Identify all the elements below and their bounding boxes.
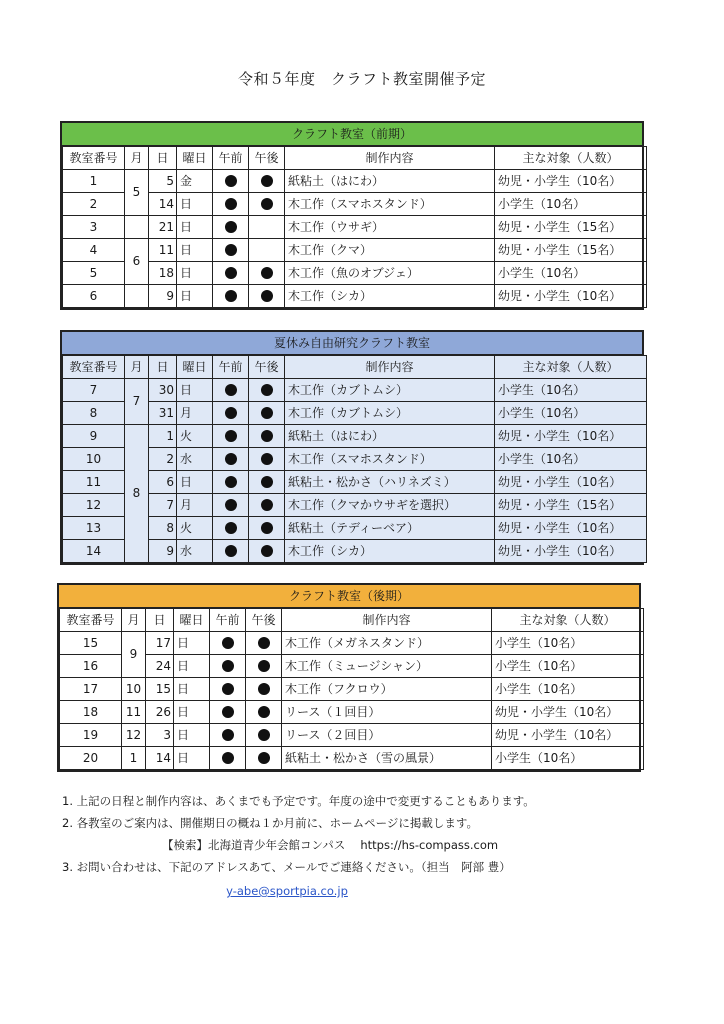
session-dot-icon	[225, 384, 237, 396]
month-cell: 12	[122, 724, 146, 747]
column-header: 教室番号	[63, 147, 125, 170]
content-cell: 木工作（ミュージシャン）	[282, 655, 492, 678]
column-header: 午前	[210, 609, 246, 632]
session-dot-icon	[225, 244, 237, 256]
weekday-cell: 日	[177, 262, 213, 285]
class-number-cell: 11	[63, 471, 125, 494]
column-header: 教室番号	[63, 356, 125, 379]
content-cell: リース（１回目）	[282, 701, 492, 724]
weekday-cell: 日	[177, 379, 213, 402]
day-cell: 1	[149, 425, 177, 448]
content-cell: 木工作（メガネスタンド）	[282, 632, 492, 655]
table-row	[63, 402, 647, 425]
target-cell: 幼児・小学生（10名）	[495, 517, 647, 540]
session-dot-icon	[258, 637, 270, 649]
class-number-cell: 1	[63, 170, 125, 193]
session-dot-icon	[225, 175, 237, 187]
session-dot-icon	[222, 706, 234, 718]
month-cell: 1	[122, 747, 146, 770]
session-dot-icon	[261, 198, 273, 210]
month-cell: 5	[125, 170, 149, 216]
session-dot-icon	[261, 545, 273, 557]
column-header: 主な対象（人数）	[495, 147, 647, 170]
afternoon-cell	[246, 747, 282, 770]
target-cell: 幼児・小学生（10名）	[495, 170, 647, 193]
afternoon-cell	[249, 425, 285, 448]
class-number-cell: 14	[63, 540, 125, 563]
session-dot-icon	[225, 290, 237, 302]
class-number-cell: 10	[63, 448, 125, 471]
weekday-cell: 日	[174, 678, 210, 701]
content-cell: 木工作（カブトムシ）	[285, 402, 495, 425]
table-row	[63, 517, 647, 540]
target-cell: 幼児・小学生（10名）	[492, 724, 644, 747]
day-cell: 26	[146, 701, 174, 724]
class-number-cell: 15	[60, 632, 122, 655]
session-dot-icon	[261, 407, 273, 419]
month-cell: 11	[122, 701, 146, 724]
day-cell: 18	[149, 262, 177, 285]
afternoon-cell	[246, 655, 282, 678]
class-number-cell: 2	[63, 193, 125, 216]
weekday-cell: 火	[177, 517, 213, 540]
column-header: 制作内容	[285, 147, 495, 170]
content-cell: 紙粘土（はにわ）	[285, 425, 495, 448]
schedule-table	[62, 146, 647, 308]
class-number-cell: 9	[63, 425, 125, 448]
column-header: 教室番号	[60, 609, 122, 632]
weekday-cell: 水	[177, 540, 213, 563]
afternoon-cell	[249, 216, 285, 239]
afternoon-cell	[249, 517, 285, 540]
weekday-cell: 日	[174, 632, 210, 655]
morning-cell	[213, 540, 249, 563]
search-note: 【検索】北海道青少年会館コンパス https://hs-compass.com	[162, 838, 499, 852]
content-cell: リース（２回目）	[282, 724, 492, 747]
column-header: 午後	[249, 147, 285, 170]
session-dot-icon	[225, 545, 237, 557]
column-header: 制作内容	[282, 609, 492, 632]
morning-cell	[213, 494, 249, 517]
content-cell: 木工作（スマホスタンド）	[285, 193, 495, 216]
class-number-cell: 7	[63, 379, 125, 402]
day-cell: 15	[146, 678, 174, 701]
class-number-cell: 5	[63, 262, 125, 285]
table-row	[63, 170, 647, 193]
weekday-cell: 金	[177, 170, 213, 193]
afternoon-cell	[249, 471, 285, 494]
morning-cell	[213, 216, 249, 239]
target-cell: 幼児・小学生（15名）	[495, 494, 647, 517]
table-row	[63, 494, 647, 517]
target-cell: 小学生（10名）	[492, 632, 644, 655]
content-cell: 紙粘土（はにわ）	[285, 170, 495, 193]
session-dot-icon	[261, 476, 273, 488]
section-early-term	[60, 121, 644, 310]
morning-cell	[213, 471, 249, 494]
table-row	[63, 216, 647, 239]
day-cell: 11	[149, 239, 177, 262]
target-cell: 幼児・小学生（10名）	[495, 425, 647, 448]
session-dot-icon	[258, 683, 270, 695]
afternoon-cell	[249, 193, 285, 216]
table-row	[60, 747, 644, 770]
weekday-cell: 火	[177, 425, 213, 448]
month-cell	[125, 216, 149, 239]
session-dot-icon	[261, 290, 273, 302]
day-cell: 3	[146, 724, 174, 747]
column-header: 月	[125, 147, 149, 170]
day-cell: 14	[149, 193, 177, 216]
morning-cell	[210, 747, 246, 770]
weekday-cell: 日	[174, 724, 210, 747]
table-row	[60, 655, 644, 678]
column-header: 曜日	[174, 609, 210, 632]
header-row	[60, 609, 644, 632]
table-row	[63, 193, 647, 216]
table-row	[63, 262, 647, 285]
content-cell: 木工作（ウサギ）	[285, 216, 495, 239]
morning-cell	[213, 448, 249, 471]
afternoon-cell	[249, 262, 285, 285]
morning-cell	[213, 239, 249, 262]
column-header: 月	[122, 609, 146, 632]
section-late-term	[57, 583, 641, 772]
day-cell: 8	[149, 517, 177, 540]
note-2: 2. 各教室のご案内は、開催期日の概ね１か月前に、ホームページに掲載します。	[62, 816, 478, 830]
afternoon-cell	[249, 540, 285, 563]
morning-cell	[213, 285, 249, 308]
target-cell: 幼児・小学生（10名）	[492, 701, 644, 724]
column-header: 月	[125, 356, 149, 379]
session-dot-icon	[222, 729, 234, 741]
target-cell: 小学生（10名）	[495, 402, 647, 425]
day-cell: 17	[146, 632, 174, 655]
session-dot-icon	[222, 752, 234, 764]
target-cell: 小学生（10名）	[495, 262, 647, 285]
target-cell: 小学生（10名）	[495, 448, 647, 471]
table-row	[63, 425, 647, 448]
column-header: 午前	[213, 147, 249, 170]
content-cell: 木工作（シカ）	[285, 540, 495, 563]
weekday-cell: 日	[177, 216, 213, 239]
session-dot-icon	[222, 660, 234, 672]
column-header: 日	[149, 356, 177, 379]
target-cell: 小学生（10名）	[495, 193, 647, 216]
class-number-cell: 16	[60, 655, 122, 678]
table-row	[63, 448, 647, 471]
target-cell: 幼児・小学生（10名）	[495, 285, 647, 308]
session-dot-icon	[225, 453, 237, 465]
table-row	[63, 471, 647, 494]
class-number-cell: 4	[63, 239, 125, 262]
target-cell: 小学生（10名）	[495, 379, 647, 402]
session-dot-icon	[258, 729, 270, 741]
table-row	[63, 239, 647, 262]
class-number-cell: 3	[63, 216, 125, 239]
weekday-cell: 日	[174, 655, 210, 678]
content-cell: 木工作（魚のオブジェ）	[285, 262, 495, 285]
morning-cell	[213, 193, 249, 216]
session-dot-icon	[258, 660, 270, 672]
target-cell: 小学生（10名）	[492, 678, 644, 701]
session-dot-icon	[261, 175, 273, 187]
morning-cell	[210, 632, 246, 655]
morning-cell	[213, 170, 249, 193]
session-dot-icon	[225, 522, 237, 534]
content-cell: 木工作（シカ）	[285, 285, 495, 308]
day-cell: 14	[146, 747, 174, 770]
morning-cell	[210, 701, 246, 724]
target-cell: 小学生（10名）	[492, 747, 644, 770]
month-cell: 6	[125, 239, 149, 285]
target-cell: 幼児・小学生（15名）	[495, 239, 647, 262]
afternoon-cell	[249, 239, 285, 262]
target-cell: 幼児・小学生（10名）	[495, 540, 647, 563]
weekday-cell: 日	[174, 747, 210, 770]
content-cell: 木工作（クマかウサギを選択）	[285, 494, 495, 517]
section-band: 夏休み自由研究クラフト教室	[62, 332, 642, 355]
weekday-cell: 月	[177, 494, 213, 517]
session-dot-icon	[261, 522, 273, 534]
header-row	[63, 356, 647, 379]
day-cell: 31	[149, 402, 177, 425]
class-number-cell: 8	[63, 402, 125, 425]
column-header: 日	[146, 609, 174, 632]
afternoon-cell	[249, 170, 285, 193]
session-dot-icon	[225, 476, 237, 488]
morning-cell	[210, 678, 246, 701]
column-header: 日	[149, 147, 177, 170]
session-dot-icon	[222, 637, 234, 649]
weekday-cell: 日	[177, 285, 213, 308]
page-title: 令和５年度 クラフト教室開催予定	[237, 70, 486, 88]
header-row	[63, 147, 647, 170]
month-cell: 8	[125, 425, 149, 563]
morning-cell	[213, 425, 249, 448]
afternoon-cell	[249, 448, 285, 471]
morning-cell	[213, 402, 249, 425]
column-header: 主な対象（人数）	[492, 609, 644, 632]
class-number-cell: 17	[60, 678, 122, 701]
email-link[interactable]: y-abe@sportpia.co.jp	[226, 884, 348, 898]
day-cell: 30	[149, 379, 177, 402]
day-cell: 6	[149, 471, 177, 494]
day-cell: 7	[149, 494, 177, 517]
target-cell: 小学生（10名）	[492, 655, 644, 678]
morning-cell	[213, 379, 249, 402]
weekday-cell: 日	[177, 193, 213, 216]
session-dot-icon	[225, 407, 237, 419]
column-header: 午前	[213, 356, 249, 379]
session-dot-icon	[261, 499, 273, 511]
morning-cell	[213, 262, 249, 285]
table-row	[60, 724, 644, 747]
morning-cell	[210, 655, 246, 678]
class-number-cell: 18	[60, 701, 122, 724]
section-summer	[60, 330, 644, 565]
session-dot-icon	[225, 430, 237, 442]
month-cell: 10	[122, 678, 146, 701]
afternoon-cell	[246, 678, 282, 701]
column-header: 曜日	[177, 356, 213, 379]
month-cell: 7	[125, 379, 149, 425]
content-cell: 木工作（カブトムシ）	[285, 379, 495, 402]
content-cell: 紙粘土・松かさ（雪の風景）	[282, 747, 492, 770]
content-cell: 紙粘土・松かさ（ハリネズミ）	[285, 471, 495, 494]
afternoon-cell	[246, 632, 282, 655]
session-dot-icon	[258, 706, 270, 718]
session-dot-icon	[261, 430, 273, 442]
session-dot-icon	[225, 267, 237, 279]
column-header: 主な対象（人数）	[495, 356, 647, 379]
morning-cell	[210, 724, 246, 747]
day-cell: 9	[149, 285, 177, 308]
weekday-cell: 日	[177, 239, 213, 262]
notes	[62, 790, 682, 902]
content-cell: 木工作（クマ）	[285, 239, 495, 262]
weekday-cell: 水	[177, 448, 213, 471]
section-band: クラフト教室（前期）	[62, 123, 642, 146]
afternoon-cell	[249, 285, 285, 308]
day-cell: 5	[149, 170, 177, 193]
afternoon-cell	[246, 724, 282, 747]
column-header: 午後	[249, 356, 285, 379]
weekday-cell: 日	[174, 701, 210, 724]
content-cell: 木工作（フクロウ）	[282, 678, 492, 701]
class-number-cell: 6	[63, 285, 125, 308]
afternoon-cell	[249, 379, 285, 402]
afternoon-cell	[249, 402, 285, 425]
day-cell: 21	[149, 216, 177, 239]
class-number-cell: 20	[60, 747, 122, 770]
column-header: 午後	[246, 609, 282, 632]
content-cell: 紙粘土（テディーベア）	[285, 517, 495, 540]
table-row	[63, 285, 647, 308]
schedule-table	[59, 608, 644, 770]
morning-cell	[213, 517, 249, 540]
afternoon-cell	[246, 701, 282, 724]
column-header: 曜日	[177, 147, 213, 170]
month-cell: 9	[122, 632, 146, 678]
target-cell: 幼児・小学生（10名）	[495, 471, 647, 494]
session-dot-icon	[225, 221, 237, 233]
day-cell: 2	[149, 448, 177, 471]
table-row	[60, 701, 644, 724]
schedule-table	[62, 355, 647, 563]
session-dot-icon	[261, 453, 273, 465]
day-cell: 9	[149, 540, 177, 563]
column-header: 制作内容	[285, 356, 495, 379]
table-row	[60, 678, 644, 701]
weekday-cell: 月	[177, 402, 213, 425]
afternoon-cell	[249, 494, 285, 517]
section-band: クラフト教室（後期）	[59, 585, 639, 608]
class-number-cell: 12	[63, 494, 125, 517]
note-3: 3. お問い合わせは、下記のアドレスあて、メールでご連絡ください。（担当 阿部 豊）	[62, 860, 511, 874]
note-1: 1. 上記の日程と制作内容は、あくまでも予定です。年度の途中で変更することもあります。	[62, 794, 535, 808]
table-row	[60, 632, 644, 655]
day-cell: 24	[146, 655, 174, 678]
table-row	[63, 379, 647, 402]
session-dot-icon	[225, 198, 237, 210]
target-cell: 幼児・小学生（15名）	[495, 216, 647, 239]
session-dot-icon	[222, 683, 234, 695]
content-cell: 木工作（スマホスタンド）	[285, 448, 495, 471]
weekday-cell: 日	[177, 471, 213, 494]
month-cell	[125, 285, 149, 308]
session-dot-icon	[258, 752, 270, 764]
session-dot-icon	[261, 267, 273, 279]
session-dot-icon	[225, 499, 237, 511]
class-number-cell: 13	[63, 517, 125, 540]
table-row	[63, 540, 647, 563]
class-number-cell: 19	[60, 724, 122, 747]
session-dot-icon	[261, 384, 273, 396]
